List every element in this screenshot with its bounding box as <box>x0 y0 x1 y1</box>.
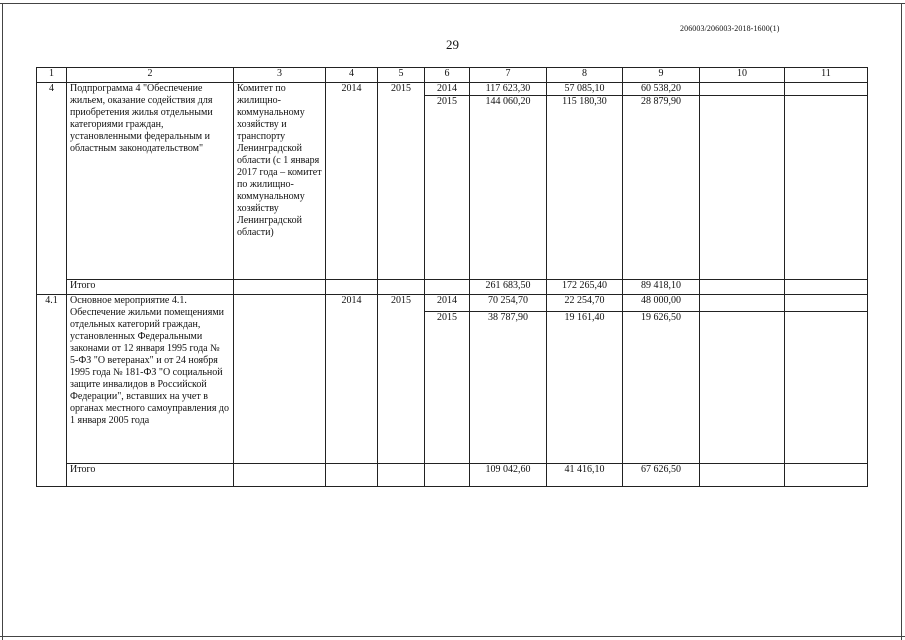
amount-col8: 19 161,40 <box>547 312 623 464</box>
col-header-4: 4 <box>326 68 378 83</box>
table-row <box>37 83 868 96</box>
row-number: 4 <box>37 83 67 295</box>
col-header-5: 5 <box>378 68 425 83</box>
col-header-8: 8 <box>547 68 623 83</box>
col-header-3: 3 <box>234 68 326 83</box>
empty-cell <box>326 464 378 487</box>
year: 2014 <box>425 295 470 312</box>
executor: Комитет по жилищно-коммунальному хозяйству и транспорту Ленинградской области (с 1 января 2017 года – комитет по жилищно-коммунальному хозяйству Ленинградской области) <box>234 83 326 280</box>
amount-col8: 22 254,70 <box>547 295 623 312</box>
amount-col7: 117 623,30 <box>470 83 547 96</box>
col-header-10: 10 <box>700 68 785 83</box>
total-col7: 109 042,60 <box>470 464 547 487</box>
empty-cell <box>700 295 785 312</box>
empty-cell <box>700 83 785 96</box>
year: 2015 <box>425 312 470 464</box>
amount-col7: 144 060,20 <box>470 96 547 280</box>
empty-cell <box>700 96 785 280</box>
document-code: 206003/206003-2018-1600(1) <box>680 24 780 33</box>
total-col9: 67 626,50 <box>623 464 700 487</box>
empty-cell <box>425 280 470 295</box>
amount-col9: 19 626,50 <box>623 312 700 464</box>
col-header-6: 6 <box>425 68 470 83</box>
year: 2014 <box>425 83 470 96</box>
column-number-row <box>37 68 868 83</box>
empty-cell <box>234 280 326 295</box>
empty-cell <box>378 280 425 295</box>
table-row <box>37 295 868 312</box>
start-year: 2014 <box>326 295 378 464</box>
end-year: 2015 <box>378 83 425 280</box>
empty-cell <box>234 464 326 487</box>
col-header-2: 2 <box>67 68 234 83</box>
end-year: 2015 <box>378 295 425 464</box>
empty-cell <box>785 280 868 295</box>
measure-name: Основное мероприятие 4.1. Обеспечение жильми помещениями отдельных категорий граждан, установленных Федеральными законами от 12 января 1995 года № 5-ФЗ "О ветеранах" и от 24 ноября 1995 года № 181-ФЗ "О социальной защите инвалидов в Российской Федерации", вставших на учет в органах местного самоуправления до 1 января 2005 года <box>67 295 234 464</box>
empty-cell <box>785 312 868 464</box>
year: 2015 <box>425 96 470 280</box>
col-header-1: 1 <box>37 68 67 83</box>
empty-cell <box>785 83 868 96</box>
empty-cell <box>326 280 378 295</box>
amount-col9: 28 879,90 <box>623 96 700 280</box>
total-col8: 41 416,10 <box>547 464 623 487</box>
page-number: 29 <box>446 37 459 52</box>
total-label: Итого <box>67 280 234 295</box>
empty-cell <box>700 464 785 487</box>
scan-border-bottom <box>0 636 905 637</box>
total-col9: 89 418,10 <box>623 280 700 295</box>
empty-cell <box>785 295 868 312</box>
executor <box>234 295 326 464</box>
total-row <box>37 464 868 487</box>
amount-col9: 48 000,00 <box>623 295 700 312</box>
scan-border-right <box>901 3 902 640</box>
start-year: 2014 <box>326 83 378 280</box>
program-name: Подпрограмма 4 "Обеспечение жильем, оказание содействия для приобретения жилья отдельными категориями граждан, установленными федеральным и областным законодательством" <box>67 83 234 280</box>
row-number: 4.1 <box>37 295 67 487</box>
program-table <box>36 67 868 487</box>
total-col7: 261 683,50 <box>470 280 547 295</box>
amount-col7: 38 787,90 <box>470 312 547 464</box>
scan-border-left <box>2 3 3 640</box>
empty-cell <box>700 312 785 464</box>
total-label: Итого <box>67 464 234 487</box>
amount-col9: 60 538,20 <box>623 83 700 96</box>
col-header-9: 9 <box>623 68 700 83</box>
total-row <box>37 280 868 295</box>
col-header-7: 7 <box>470 68 547 83</box>
col-header-11: 11 <box>785 68 868 83</box>
amount-col8: 57 085,10 <box>547 83 623 96</box>
empty-cell <box>378 464 425 487</box>
amount-col8: 115 180,30 <box>547 96 623 280</box>
empty-cell <box>425 464 470 487</box>
empty-cell <box>700 280 785 295</box>
total-col8: 172 265,40 <box>547 280 623 295</box>
empty-cell <box>785 464 868 487</box>
amount-col7: 70 254,70 <box>470 295 547 312</box>
scan-border-top <box>0 3 905 4</box>
empty-cell <box>785 96 868 280</box>
